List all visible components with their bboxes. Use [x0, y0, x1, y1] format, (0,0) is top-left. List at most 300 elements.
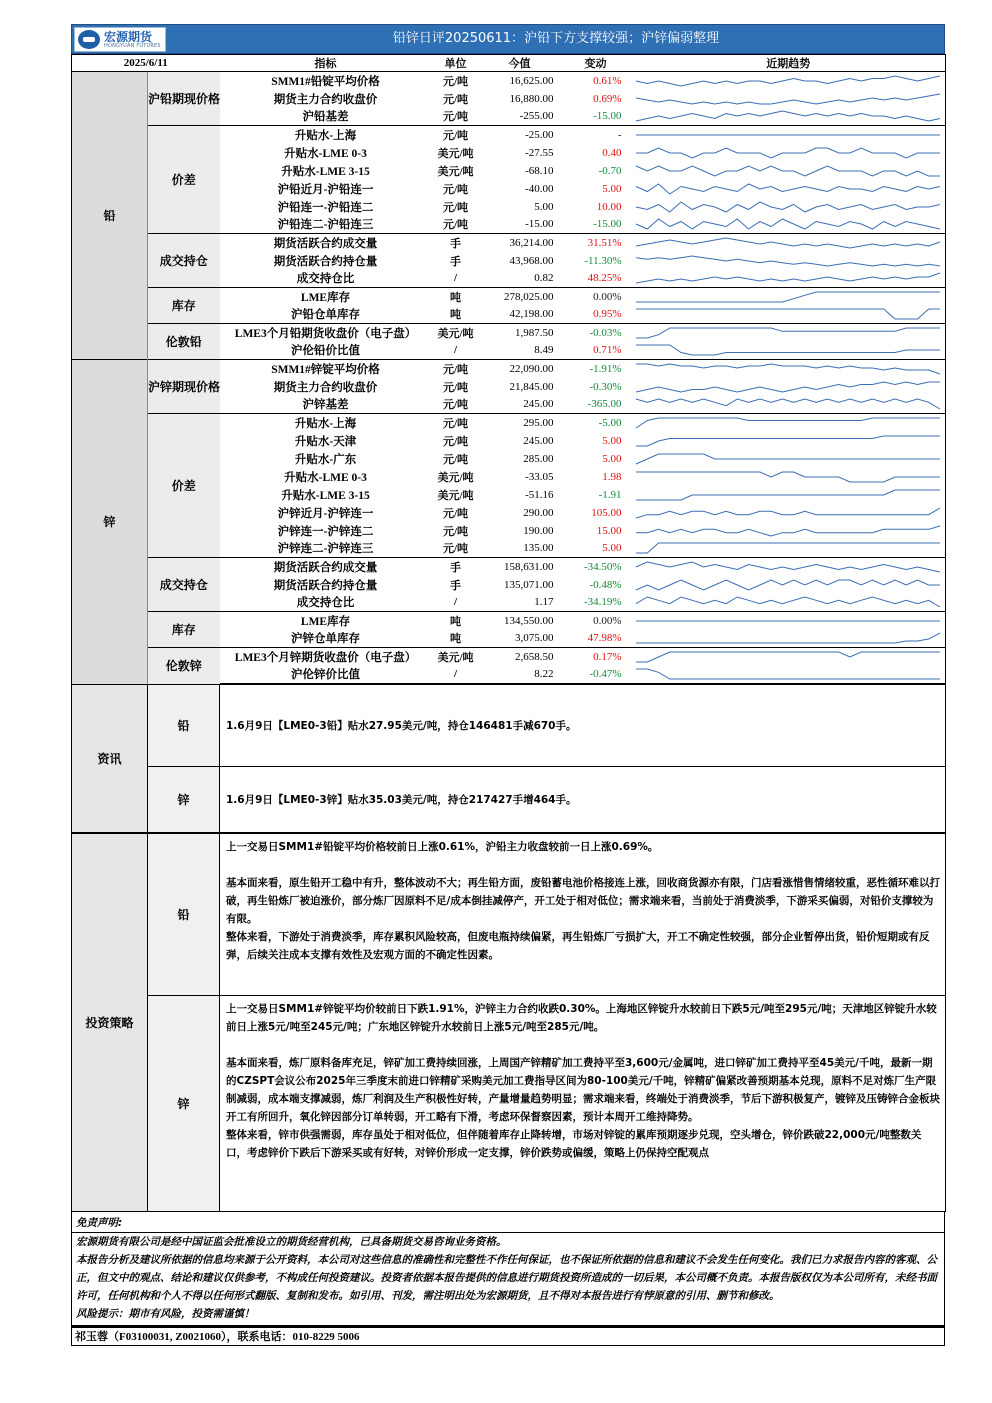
trend-sparkline [634, 361, 942, 377]
trend-line [636, 345, 940, 355]
risk-warning: 风险提示：期市有风险，投资需谨慎！ [76, 1308, 255, 1320]
trend-cell [632, 486, 946, 504]
trend-cell [632, 162, 946, 180]
trend-sparkline [634, 253, 942, 269]
indicator-cell: 升贴水-LME 0-3 [284, 471, 367, 484]
indicator-cell: 升贴水-LME 3-15 [281, 489, 370, 502]
group-label: 沪锌期现价格 [148, 360, 220, 414]
logo-subtext: HONGYUAN FUTURES [104, 42, 161, 49]
trend-cell [632, 180, 946, 198]
trend-cell [632, 360, 946, 378]
value-cell: 43,968.00 [509, 254, 554, 267]
trend-cell [632, 378, 946, 396]
table-row [72, 360, 946, 378]
unit-cell: 元/吨 [442, 435, 469, 448]
trend-sparkline [634, 649, 942, 665]
trend-line [636, 219, 940, 229]
value-cell: 2,658.50 [480, 648, 560, 666]
value-cell: 135,071.00 [504, 578, 554, 591]
news-row-lead [72, 685, 946, 767]
trend-sparkline [634, 289, 942, 305]
change-cell: 15.00 [596, 524, 622, 537]
change-cell: 0.61% [560, 72, 632, 90]
trend-line [636, 238, 940, 248]
indicator-cell: 沪铅近月-沪铅连一 [277, 183, 374, 196]
indicator-cell: 沪铅连一-沪铅连二 [277, 201, 374, 214]
unit-cell: 元/吨 [442, 399, 469, 412]
trend-sparkline [634, 270, 942, 286]
trend-line [636, 562, 940, 572]
trend-sparkline [634, 325, 942, 341]
analyst-contact: 祁玉蓉（F03100031, Z0021060），联系电话：010-8229 5006 [71, 1326, 945, 1346]
trend-cell [632, 126, 946, 144]
trend-sparkline [634, 613, 942, 629]
value-cell: 135.00 [523, 542, 554, 555]
trend-cell [632, 540, 946, 558]
value-cell: 134,550.00 [480, 612, 560, 630]
group-label: 成交持仓 [148, 558, 220, 612]
col-indicator-header: 指标 [220, 55, 432, 72]
trend-line [636, 436, 940, 446]
strategy-text-lead [220, 834, 946, 996]
change-cell: 0.71% [593, 344, 622, 357]
trend-sparkline [634, 451, 942, 467]
value-cell: 295.00 [480, 414, 560, 432]
trend-sparkline [634, 433, 942, 449]
trend-line [636, 328, 940, 338]
trend-sparkline [634, 163, 942, 179]
change-cell: -1.91% [560, 360, 632, 378]
strategy-label: 投资策略 [72, 834, 148, 1212]
value-cell: -255.00 [519, 110, 554, 123]
value-cell: -51.16 [525, 488, 554, 501]
strategy-zinc-p3: 整体来看，锌市供强需弱，库存虽处于相对低位，但伴随着库存止降转增，市场对锌锭的累库预期逐步兑现，空头增仓，锌价跌破22,000元/吨整数关口，考虑锌价下跌后下游采买或有好转，对锌价形成一定支撑，锌价跌势或偏缓，策略上仍保持空配观点 [226, 1129, 922, 1159]
trend-cell [632, 648, 946, 666]
trend-sparkline [634, 630, 942, 646]
unit-cell: 元/吨 [442, 201, 469, 214]
trend-line [636, 94, 940, 104]
trend-cell [632, 594, 946, 612]
logo-icon [78, 30, 100, 49]
table-row [72, 648, 946, 666]
trend-cell [632, 306, 946, 324]
trend-sparkline [634, 91, 942, 107]
trend-cell [632, 468, 946, 486]
value-cell: 5.00 [534, 200, 554, 213]
trend-cell [632, 612, 946, 630]
unit-cell: 手 [450, 255, 462, 268]
trend-line [636, 76, 940, 86]
unit-cell: 美元/吨 [437, 489, 474, 502]
value-cell: 16,625.00 [480, 72, 560, 90]
unit-cell: 元/吨 [442, 543, 469, 556]
strategy-row-lead [72, 834, 946, 996]
trend-sparkline [634, 108, 942, 124]
table-row [72, 612, 946, 630]
unit-cell: 手 [450, 579, 462, 592]
value-cell: -40.00 [525, 182, 554, 195]
table-row [72, 234, 946, 252]
indicator-cell: 成交持仓比 [296, 597, 355, 610]
indicator-cell: 沪铅连二-沪铅连三 [277, 219, 374, 232]
change-cell: -0.03% [560, 324, 632, 342]
trend-line [636, 633, 940, 643]
indicator-cell: LME3个月锌期货收盘价（电子盘） [220, 648, 432, 666]
trend-line [636, 472, 940, 482]
trend-line [636, 580, 940, 590]
unit-cell: 美元/吨 [437, 471, 474, 484]
value-cell: -25.00 [480, 126, 560, 144]
news-metal-lead: 铅 [148, 685, 220, 767]
unit-cell: 元/吨 [432, 360, 480, 378]
unit-cell: 元/吨 [442, 219, 469, 232]
indicator-cell: 期货活跃合约持仓量 [273, 255, 378, 268]
strategy-zinc-p1: 上一交易日SMM1#锌锭平均价较前日下跌1.91%，沪锌主力合约收跌0.30%。上海地区锌锭升水较前日下跌5元/吨至295元/吨；天津地区锌锭升水较前日上涨5元/吨至245元/吨；广东地区锌锭升水较前日上涨5元/吨至285元/吨。 [226, 1003, 937, 1033]
unit-cell: / [453, 344, 458, 357]
value-cell: 0.82 [534, 272, 554, 285]
change-cell: -0.48% [589, 578, 622, 591]
trend-sparkline [634, 594, 942, 610]
change-cell: -0.70 [598, 164, 622, 177]
unit-cell: 美元/吨 [437, 147, 474, 160]
data-table [71, 54, 946, 684]
change-cell: 0.00% [560, 612, 632, 630]
indicator-cell: SMM1#铅锭平均价格 [220, 72, 432, 90]
value-cell: 36,214.00 [480, 234, 560, 252]
trend-line [636, 526, 940, 536]
strategy-row-zinc [72, 996, 946, 1212]
change-cell: - [560, 126, 632, 144]
indicator-cell: 期货活跃合约成交量 [220, 558, 432, 576]
unit-cell: 手 [432, 558, 480, 576]
strategy-lead-p2: 基本面来看，原生铅开工稳中有升，整体波动不大；再生铅方面，废铅蓄电池价格接连上涨，回收商货源亦有限，门店看涨惜售情绪较重，恶性循环难以打破，再生铅炼厂被迫涨价，部分炼厂因原料不足/成本倒挂减停产，开工处于相对低位；需求端来看，当前处于消费淡季，下游采买偏弱，对铅价支撑较为有限。 [226, 877, 940, 925]
trend-cell [632, 144, 946, 162]
value-cell: -15.00 [525, 218, 554, 231]
value-cell: -68.10 [525, 164, 554, 177]
table-row [72, 126, 946, 144]
trend-sparkline [634, 379, 942, 395]
trend-cell [632, 90, 946, 108]
group-label: 成交持仓 [148, 234, 220, 288]
trend-sparkline [634, 415, 942, 431]
trend-cell [632, 234, 946, 252]
news-text-zinc: 1.6月9日【LME0-3锌】贴水35.03美元/吨，持仓217427手增464手。 [220, 767, 946, 833]
indicator-cell: 升贴水-上海 [220, 126, 432, 144]
section-label: 铅 [72, 72, 148, 360]
trend-line [636, 309, 940, 319]
indicator-cell: LME库存 [220, 612, 432, 630]
trend-line [636, 256, 940, 266]
trend-cell [632, 216, 946, 234]
change-cell: -0.30% [589, 380, 622, 393]
change-cell: -11.30% [584, 254, 622, 267]
trend-line [636, 202, 940, 212]
company-logo [74, 27, 166, 52]
disclaimer-title: 免责声明: [76, 1217, 123, 1229]
unit-cell: 吨 [450, 309, 462, 322]
value-cell: 245.00 [523, 434, 554, 447]
indicator-cell: 沪伦铅价比值 [291, 345, 361, 358]
trend-cell [632, 414, 946, 432]
trend-line [636, 490, 940, 500]
trend-cell [632, 576, 946, 594]
change-cell: 10.00 [596, 200, 622, 213]
indicator-cell: 期货活跃合约成交量 [220, 234, 432, 252]
indicator-cell: 沪锌连二-沪锌连三 [277, 543, 374, 556]
trend-cell [632, 324, 946, 342]
indicator-cell: 沪锌仓单库存 [291, 633, 361, 646]
change-cell: -5.00 [560, 414, 632, 432]
unit-cell: 元/吨 [432, 72, 480, 90]
indicator-cell: 期货主力合约收盘价 [273, 381, 378, 394]
value-cell: 8.22 [480, 666, 560, 684]
unit-cell: 元/吨 [442, 507, 469, 520]
unit-cell: 元/吨 [432, 126, 480, 144]
trend-sparkline [634, 666, 942, 682]
section-label: 锌 [72, 360, 148, 684]
trend-line [636, 597, 940, 607]
change-cell: 105.00 [591, 506, 622, 519]
trend-cell [632, 270, 946, 288]
trend-sparkline [634, 181, 942, 197]
news-metal-zinc: 锌 [148, 767, 220, 833]
change-cell: 0.00% [560, 288, 632, 306]
value-cell: 42,198.00 [509, 308, 554, 321]
indicator-cell: SMM1#锌锭平均价格 [220, 360, 432, 378]
change-cell: -15.00 [593, 218, 622, 231]
table-row [72, 72, 946, 90]
trend-cell [632, 558, 946, 576]
trend-line [636, 148, 940, 158]
indicator-cell: 升贴水-天津 [294, 435, 357, 448]
trend-sparkline [634, 306, 942, 322]
trend-line [636, 382, 940, 392]
trend-sparkline [634, 145, 942, 161]
report-sheet [71, 24, 945, 1346]
trend-cell [632, 630, 946, 648]
unit-cell: 元/吨 [442, 183, 469, 196]
trend-cell [632, 666, 946, 684]
trend-cell [632, 198, 946, 216]
indicator-cell: 沪锌连一-沪锌连二 [277, 525, 374, 538]
trend-line [636, 399, 940, 409]
indicator-cell: 期货活跃合约持仓量 [273, 579, 378, 592]
value-cell: 190.00 [523, 524, 554, 537]
disclaimer [71, 1212, 945, 1326]
unit-cell: / [453, 272, 458, 285]
trend-cell [632, 396, 946, 414]
indicator-cell: 成交持仓比 [296, 273, 355, 286]
report-title: 铅锌日评20250611：沪铅下方支撑较强；沪锌偏弱整理 [392, 31, 720, 46]
unit-cell: 元/吨 [442, 381, 469, 394]
unit-cell: 元/吨 [442, 93, 469, 106]
trend-line [636, 508, 940, 518]
trend-line [636, 111, 940, 121]
strategy-text-zinc [220, 996, 946, 1212]
unit-cell: 吨 [432, 288, 480, 306]
trend-sparkline [634, 127, 942, 143]
unit-cell: 吨 [450, 633, 462, 646]
trend-cell [632, 288, 946, 306]
trend-sparkline [634, 577, 942, 593]
trend-sparkline [634, 505, 942, 521]
unit-cell: / [432, 666, 480, 684]
group-label: 库存 [148, 612, 220, 648]
group-label: 伦敦铅 [148, 324, 220, 360]
value-cell: 3,075.00 [515, 632, 554, 645]
trend-line [636, 292, 940, 302]
trend-line [636, 273, 940, 283]
change-cell: -365.00 [587, 398, 622, 411]
change-cell: 5.00 [602, 452, 622, 465]
trend-cell [632, 72, 946, 90]
unit-cell: 吨 [432, 612, 480, 630]
trend-cell [632, 450, 946, 468]
change-cell: 0.69% [593, 92, 622, 105]
col-unit-header: 单位 [432, 55, 480, 72]
change-cell: 0.95% [593, 308, 622, 321]
trend-sparkline [634, 235, 942, 251]
indicator-cell: LME库存 [220, 288, 432, 306]
indicator-cell: 沪铅仓单库存 [291, 309, 361, 322]
disclaimer-line1: 宏源期货有限公司是经中国证监会批准设立的期货经营机构，已具备期货交易咨询业务资格。 [76, 1236, 507, 1248]
change-cell: 5.00 [602, 542, 622, 555]
change-cell: -34.50% [560, 558, 632, 576]
change-cell: -0.47% [560, 666, 632, 684]
strategy-lead-p1: 上一交易日SMM1#铅锭平均价格较前日上涨0.61%，沪铅主力收盘较前一日上涨0.69%。 [226, 841, 659, 853]
value-cell: 21,845.00 [509, 380, 554, 393]
report-date: 2025/6/11 [72, 55, 220, 72]
value-cell: 278,025.00 [480, 288, 560, 306]
trend-cell [632, 432, 946, 450]
trend-sparkline [634, 523, 942, 539]
change-cell: 5.00 [602, 434, 622, 447]
strategy-zinc-p2: 基本面来看，炼厂原料备库充足，锌矿加工费持续回涨，上周国产锌精矿加工费持平至3,600元/金属吨，进口锌矿加工费持平至45美元/千吨，最新一期的CZSPT会议公布2025年三季度末前进口锌精矿采购美元加工费指导区间为80-100美元/千吨，锌精矿偏紧改善预期基本兑现，原料不足对炼厂生产限制减弱，成本端支撑减弱，炼厂利润及生产积极性好转，产量增量趋势明显；需求端来看，终端处于消费淡季，节后下游积极复产，镀锌及压铸锌合金板块开工有所回升，氧化锌因部分订单转弱，开工略有下滑，考虑环保督察因素，预计本周开工维持降势。 [226, 1057, 940, 1123]
table-row [72, 558, 946, 576]
group-label: 沪铅期现价格 [148, 72, 220, 126]
change-cell: 0.40 [602, 146, 622, 159]
indicator-cell: 升贴水-广东 [294, 453, 357, 466]
value-cell: 1,987.50 [480, 324, 560, 342]
trend-cell [632, 252, 946, 270]
logo-text: 宏源期货 [104, 29, 153, 44]
news-text-lead: 1.6月9日【LME0-3铅】贴水27.95美元/吨，持仓146481手减670手。 [220, 685, 946, 767]
table-row [72, 288, 946, 306]
change-cell: 47.98% [587, 632, 622, 645]
trend-cell [632, 108, 946, 126]
group-label: 库存 [148, 288, 220, 324]
col-change-header: 变动 [560, 55, 632, 72]
table-row [72, 414, 946, 432]
change-cell: -34.19% [583, 596, 622, 609]
change-cell: -1.91 [598, 488, 622, 501]
unit-cell: 手 [432, 234, 480, 252]
indicator-cell: 沪伦锌价比值 [220, 666, 432, 684]
value-cell: 158,631.00 [480, 558, 560, 576]
unit-cell: 元/吨 [442, 525, 469, 538]
indicator-cell: 升贴水-LME 3-15 [281, 165, 370, 178]
change-cell: 5.00 [602, 182, 622, 195]
value-cell: 16,880.00 [509, 92, 554, 105]
change-cell: -15.00 [593, 110, 622, 123]
trend-line [636, 184, 940, 194]
trend-line [636, 652, 940, 662]
table-row [72, 324, 946, 342]
change-cell: 0.17% [560, 648, 632, 666]
news-row-zinc [72, 767, 946, 833]
trend-sparkline [634, 396, 942, 412]
unit-cell: 元/吨 [442, 453, 469, 466]
trend-sparkline [634, 199, 942, 215]
value-cell: -33.05 [525, 470, 554, 483]
col-trend-header: 近期趋势 [632, 55, 946, 72]
strategy-table [71, 833, 946, 1212]
indicator-cell: 升贴水-LME 0-3 [284, 147, 367, 160]
unit-cell: 美元/吨 [432, 648, 480, 666]
indicator-cell: 沪铅基差 [302, 111, 349, 124]
trend-line [636, 543, 940, 553]
trend-cell [632, 504, 946, 522]
indicator-cell: 期货主力合约收盘价 [273, 93, 378, 106]
header-banner [71, 24, 945, 54]
indicator-cell: 沪锌近月-沪锌连一 [277, 507, 374, 520]
trend-line [636, 418, 940, 428]
unit-cell: 元/吨 [432, 414, 480, 432]
trend-cell [632, 522, 946, 540]
trend-sparkline [634, 487, 942, 503]
trend-line [636, 669, 940, 679]
trend-line [636, 166, 940, 176]
disclaimer-body: 本报告分析及建议所依据的信息均来源于公开资料，本公司对这些信息的准确性和完整性不作任何保证，也不保证所依据的信息和建议不会发生任何变化。我们已力求报告内容的客观、公正，但文中的观点、结论和建议仅供参考，不构成任何投资建议。投资者依据本报告提供的信息进行期货投资所造成的一切后果，本公司概不负责。本报告版权仅为本公司所有，未经书面许可，任何机构和个人不得以任何形式翻版、复制和发布。如引用、刊发，需注明出处为宏源期货，且不得对本报告进行有悖原意的引用、删节和修改。 [76, 1254, 937, 1302]
news-label: 资讯 [72, 685, 148, 833]
indicator-cell: 沪锌基差 [302, 399, 349, 412]
strategy-lead-p3: 整体来看，下游处于消费淡季，库存累积风险较高，但废电瓶持续偏紧，再生铅炼厂亏损扩大，开工不确定性较强，部分企业暂停出货，铅价短期或有反弹，后续关注成本支撑有效性及宏观方面的不确定性因素。 [226, 931, 930, 961]
indicator-cell: LME3个月铅期货收盘价（电子盘） [220, 324, 432, 342]
group-label: 伦敦锌 [148, 648, 220, 684]
trend-sparkline [634, 216, 942, 232]
table-header-row [72, 55, 946, 72]
trend-sparkline [634, 469, 942, 485]
trend-sparkline [634, 559, 942, 575]
value-cell: -27.55 [525, 146, 554, 159]
indicator-cell: 升贴水-上海 [220, 414, 432, 432]
unit-cell: 元/吨 [442, 111, 469, 124]
unit-cell: / [453, 596, 458, 609]
value-cell: 290.00 [523, 506, 554, 519]
trend-sparkline [634, 342, 942, 358]
value-cell: 1.17 [534, 596, 554, 609]
unit-cell: 美元/吨 [432, 324, 480, 342]
data-table-body [72, 55, 946, 684]
trend-sparkline [634, 73, 942, 89]
col-value-header: 今值 [480, 55, 560, 72]
change-cell: 48.25% [587, 272, 622, 285]
trend-line [636, 364, 940, 374]
group-label: 价差 [148, 126, 220, 234]
change-cell: 31.51% [560, 234, 632, 252]
value-cell: 285.00 [523, 452, 554, 465]
trend-line [636, 454, 940, 464]
group-label: 价差 [148, 414, 220, 558]
value-cell: 22,090.00 [480, 360, 560, 378]
unit-cell: 美元/吨 [437, 165, 474, 178]
strategy-metal-zinc: 锌 [148, 996, 220, 1212]
change-cell: 1.98 [602, 470, 622, 483]
value-cell: 8.49 [534, 344, 554, 357]
trend-cell [632, 342, 946, 360]
value-cell: 245.00 [523, 398, 554, 411]
strategy-metal-lead: 铅 [148, 834, 220, 996]
